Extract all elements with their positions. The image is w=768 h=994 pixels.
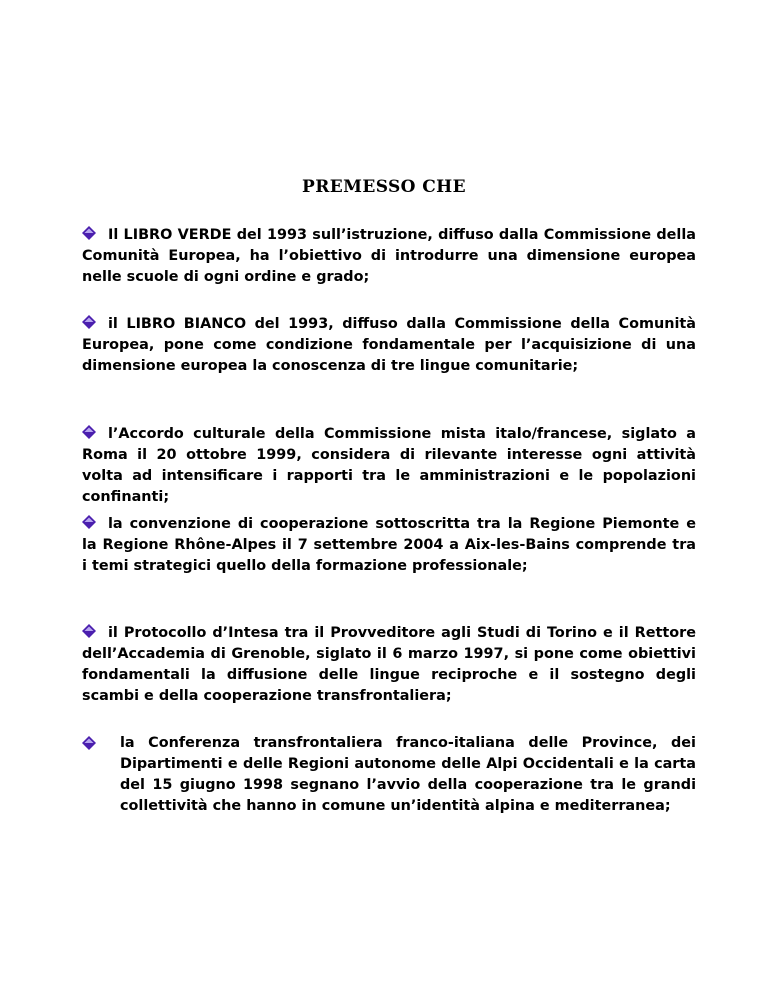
diamond-bullet-icon	[82, 515, 96, 529]
diamond-bullet-icon	[82, 226, 96, 240]
premise-paragraph-5	[82, 623, 696, 707]
premise-paragraph-4	[82, 514, 696, 577]
diamond-bullet-icon	[82, 624, 96, 638]
premise-paragraph-6	[120, 733, 696, 817]
premise-text-3: l’Accordo culturale della Commissione mista italo/francese, siglato a Roma il 20 ottobre 1999, considera di rilevante interesse ogni attività volta ad intensificare i rapporti tra le amministrazioni e le popolazioni confinanti;	[82, 426, 696, 505]
premise-text-2: il LIBRO BIANCO del 1993, diffuso dalla Commissione della Comunità Europea, pone come condizione fondamentale per l’acquisizione di una dimensione europea la conoscenza di tre lingue comunitarie;	[82, 316, 696, 374]
diamond-bullet-icon	[82, 315, 96, 329]
premise-paragraph-3	[82, 424, 696, 508]
premise-paragraph-2	[82, 314, 696, 377]
premise-text-4: la convenzione di cooperazione sottoscritta tra la Regione Piemonte e la Regione Rhône-Alpes il 7 settembre 2004 a Aix-les-Bains comprende tra i temi strategici quello della formazione professionale;	[82, 516, 696, 574]
diamond-bullet-icon	[82, 736, 96, 750]
premise-text-1: Il LIBRO VERDE del 1993 sull’istruzione, diffuso dalla Commissione della Comunità Europea, ha l’obiettivo di introdurre una dimensione europea nelle scuole di ogni ordine e grado;	[82, 227, 696, 285]
premise-paragraph-1	[82, 225, 696, 288]
document-heading: PREMESSO CHE	[302, 177, 466, 197]
diamond-bullet-icon	[82, 425, 96, 439]
premise-text-5: il Protocollo d’Intesa tra il Provveditore agli Studi di Torino e il Rettore dell’Accademia di Grenoble, siglato il 6 marzo 1997, si pone come obiettivi fondamentali la diffusione delle lingue reciproche e il sostegno degli scambi e della cooperazione transfrontaliera;	[82, 625, 696, 704]
premise-text-6: la Conferenza transfrontaliera franco-italiana delle Province, dei Dipartimenti e delle Regioni autonome delle Alpi Occidentali e la carta del 15 giugno 1998 segnano l’avvio della cooperazione tra le grandi collettività che hanno in comune un’identità alpina e mediterranea;	[120, 735, 696, 814]
